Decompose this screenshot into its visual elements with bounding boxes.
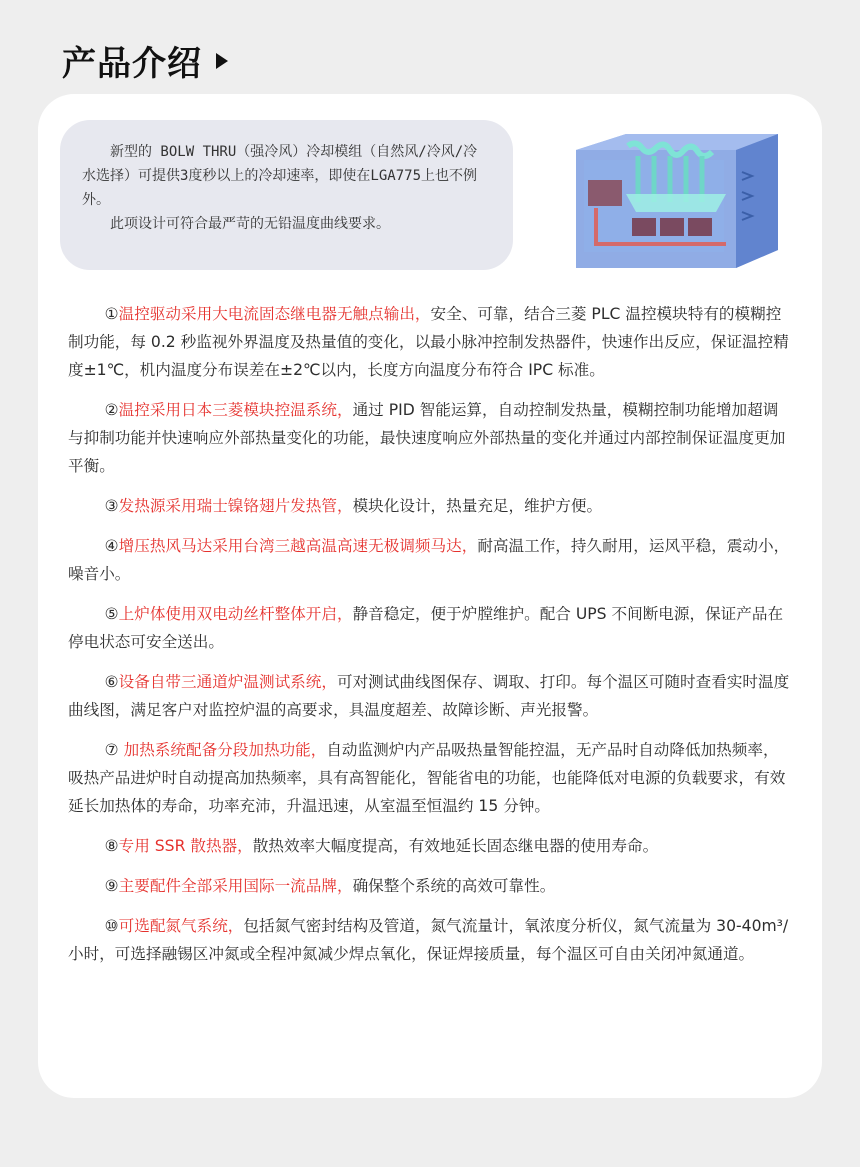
heater-block-1 [632, 218, 656, 236]
feature-number: ⑧ [104, 837, 119, 855]
feature-item-2 [68, 396, 790, 480]
feature-number: ⑥ [104, 673, 119, 691]
page-title-text: 产品介绍 [62, 44, 202, 84]
heater-block-left [588, 180, 622, 206]
feature-number: ④ [104, 537, 119, 555]
feature-item-9 [68, 872, 790, 900]
feature-highlight: 发热源采用瑞士镍铬翅片发热管， [118, 497, 353, 515]
feature-number: ⑩ [104, 917, 119, 935]
feature-highlight: 增压热风马达采用台湾三越高温高速无极调频马达， [118, 537, 478, 555]
reflow-oven-cutaway-icon [566, 132, 788, 270]
play-arrow-icon [216, 53, 228, 69]
feature-text: 通过 PID 智能运算，自动控制发热量，模糊控制功能增加超调与抑制功能并快速响应外部热量变化的功能，最快速度响应外部热量的变化并通过内部控制保证温度更加平衡。 [68, 401, 786, 475]
air-plenum [626, 194, 726, 212]
feature-text: 可对测试曲线图保存、调取、打印。每个温区可随时查看实时温度曲线图，满足客户对监控炉温的高要求，具温度超差、故障诊断、声光报警。 [68, 673, 790, 719]
feature-text: 安全、可靠，结合三菱 PLC 温控模块特有的模糊控制功能，每 0.2 秒监视外界温度及热量值的变化，以最小脉冲控制发热器件，快速作出反应，保证温控精度±1℃，机内温度分布误差在±2℃以内，长度方向温度分布符合 IPC 标准。 [68, 305, 789, 379]
feature-highlight: 加热系统配备分段加热功能， [123, 741, 327, 759]
feature-item-3 [68, 492, 790, 520]
feature-item-7 [68, 736, 790, 820]
feature-number: ① [104, 305, 119, 323]
feature-text: 确保整个系统的高效可靠性。 [352, 877, 556, 895]
feature-list [68, 300, 790, 980]
intro-box [60, 120, 513, 270]
feature-item-6 [68, 668, 790, 724]
feature-number: ③ [104, 497, 119, 515]
feature-highlight: 温控采用日本三菱模块控温系统， [118, 401, 353, 419]
feature-item-4 [68, 532, 790, 588]
feature-number: ⑨ [104, 877, 119, 895]
heater-block-3 [688, 218, 712, 236]
feature-highlight: 上炉体使用双电动丝杆整体开启， [118, 605, 353, 623]
feature-highlight: 设备自带三通道炉温测试系统， [118, 673, 337, 691]
heater-block-2 [660, 218, 684, 236]
feature-highlight: 主要配件全部采用国际一流品牌， [118, 877, 353, 895]
page-title [62, 36, 228, 85]
feature-number: ⑦ [104, 741, 124, 759]
feature-highlight: 温控驱动采用大电流固态继电器无触点输出， [118, 305, 431, 323]
feature-text: 散热效率大幅度提高，有效地延长固态继电器的使用寿命。 [252, 837, 659, 855]
feature-text: 静音稳定，便于炉膛维护。配合 UPS 不间断电源，保证产品在停电状态可安全送出。 [68, 605, 784, 651]
feature-text: 耐高温工作，持久耐用，运风平稳，震动小，噪音小。 [68, 537, 790, 583]
feature-text: 自动监测炉内产品吸热量智能控温，无产品时自动降低加热频率，吸热产品进炉时自动提高加热频率，具有高智能化，智能省电的功能，也能降低对电源的负载要求，有效延长加热体的寿命，功率充沛，升温迅速，从室温至恒温约 15 分钟。 [68, 741, 786, 815]
feature-number: ⑤ [104, 605, 119, 623]
feature-highlight: 可选配氮气系统， [118, 917, 244, 935]
feature-item-10 [68, 912, 790, 968]
feature-item-8 [68, 832, 790, 860]
feature-text: 包括氮气密封结构及管道，氮气流量计，氧浓度分析仪，氮气流量为 30-40m³/小时，可选择融锡区冲氮或全程冲氮减少焊点氧化，保证焊接质量，每个温区可自由关闭冲氮通道。 [68, 917, 789, 963]
intro-text-1: 新型的 BOLW THRU（强冷风）冷却模组（自然风/冷风/冷水选择）可提供3度秒以上的冷却速率，即使在LGA775上也不例外。 [82, 144, 478, 208]
feature-item-5 [68, 600, 790, 656]
content-card [38, 94, 822, 1098]
intro-text-2: 此项设计可符合最严苛的无铅温度曲线要求。 [110, 216, 390, 232]
feature-item-1 [68, 300, 790, 384]
feature-text: 模块化设计，热量充足，维护方便。 [352, 497, 603, 515]
oven-side-face [736, 134, 778, 268]
feature-highlight: 专用 SSR 散热器， [118, 837, 253, 855]
feature-number: ② [104, 401, 119, 419]
